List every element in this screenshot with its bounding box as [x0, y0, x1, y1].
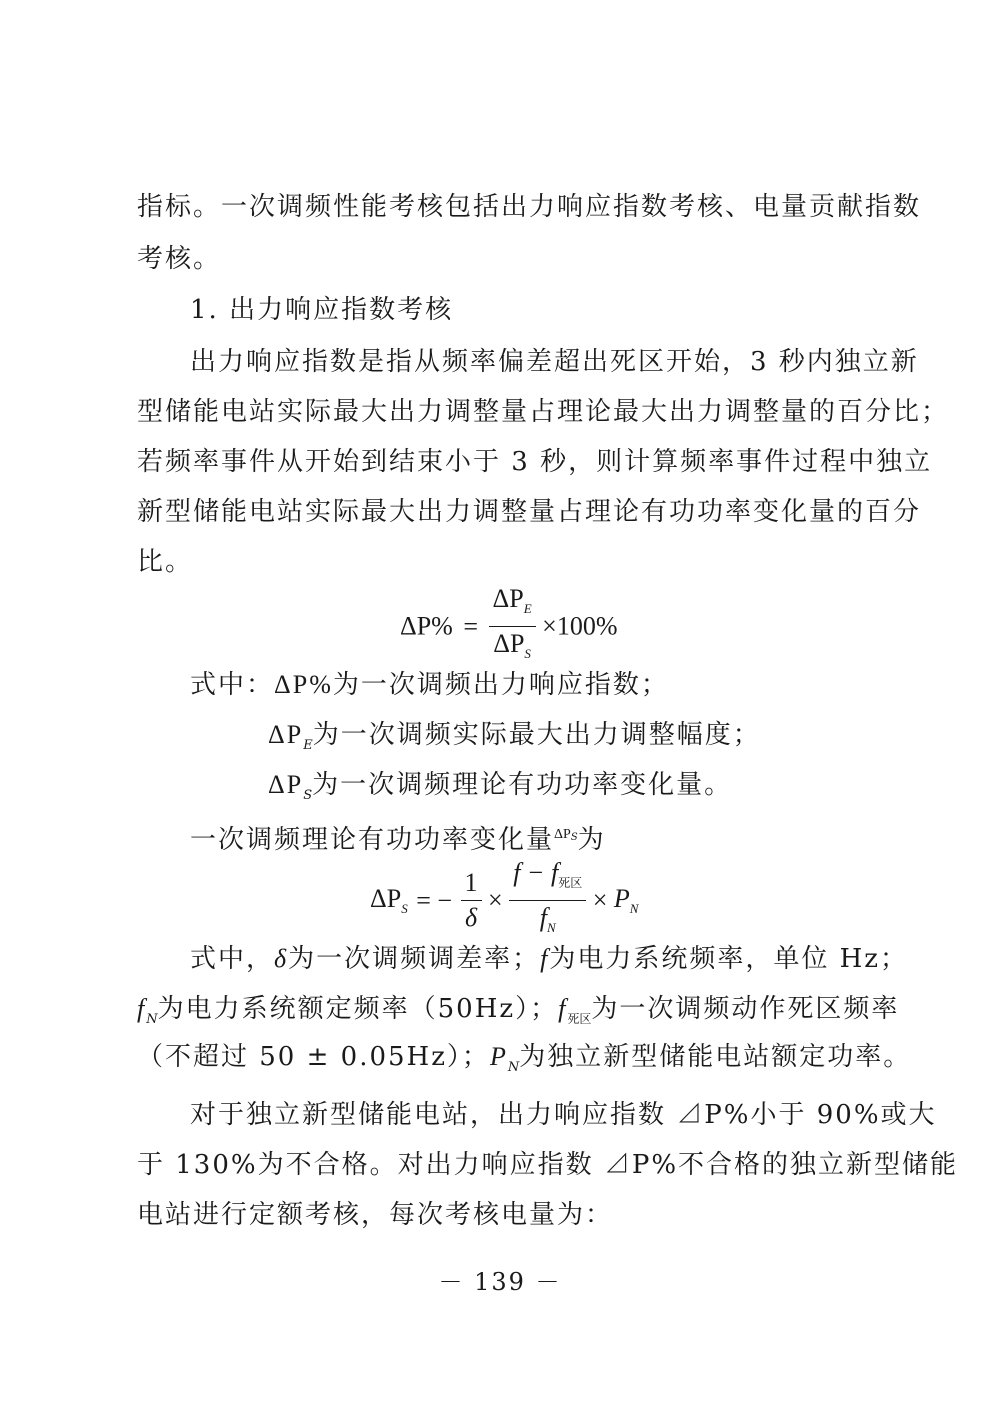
formula1-denominator-sub: S: [524, 646, 531, 661]
formula1-multiplier: ×100%: [542, 611, 618, 641]
formula-output-response-index: [400, 582, 617, 671]
formula2-fraction-1: [461, 866, 482, 935]
where1-prefix: 式中：: [190, 670, 275, 700]
where1-item1-text: 为一次调频出力响应指数；: [332, 670, 669, 700]
criteria-line-3: 电站进行定额考核，每次考核电量为：: [137, 1200, 614, 1230]
where1-item3-symbol: ΔP: [268, 770, 304, 799]
where2-prefix: 式中，: [190, 944, 275, 974]
formula2-lhs-sub: S: [401, 901, 408, 916]
formula2-times-2: ×: [592, 885, 608, 915]
formula2-frac1-num: 1: [461, 866, 482, 901]
formula2-intro-after: 为: [577, 825, 606, 855]
where2-line3-b: 为独立新型储能电站额定功率。: [519, 1042, 912, 1072]
where2-pn-sub: N: [507, 1060, 520, 1075]
where2-line3-a: （不超过 50 ± 0.05Hz）；: [137, 1042, 490, 1072]
where2-line2-a: 为电力系统额定频率（50Hz）；: [157, 994, 559, 1024]
where2-line1-a: 为一次调频调差率；: [288, 944, 541, 974]
where2-line-1: [190, 942, 908, 976]
intro-line-2: 考核。: [137, 244, 222, 274]
formula2-intro: [190, 818, 606, 857]
where2-delta: δ: [274, 944, 289, 973]
where1-line-3: [268, 768, 732, 813]
where2-line-3: [137, 1040, 911, 1085]
formula1-numerator-sub: E: [523, 601, 532, 616]
criteria-line-1: 对于独立新型储能电站，出力响应指数 ⊿P%小于 90%或大: [190, 1100, 937, 1130]
intro-line-1: 指标。一次调频性能考核包括出力响应指数考核、电量贡献指数: [137, 192, 922, 222]
definition-line-4: 新型储能电站实际最大出力调整量占理论有功功率变化量的百分: [137, 497, 922, 527]
formula2-intro-symbol-sub: S: [570, 832, 578, 843]
formula2-times-1: ×: [488, 885, 503, 915]
definition-line-3: 若频率事件从开始到结束小于 3 秒，则计算频率事件过程中独立: [137, 447, 933, 477]
formula1-lhs: ΔP%: [400, 611, 453, 641]
where2-fn: f: [137, 994, 147, 1023]
formula2-frac2-num: f − f: [513, 858, 559, 887]
where2-fdead-sub: 死区: [567, 1012, 592, 1026]
formula1-fraction: [489, 582, 536, 671]
where1-item1-symbol: ΔP%: [274, 670, 333, 699]
definition-line-2: 型储能电站实际最大出力调整量占理论最大出力调整量的百分比；: [137, 397, 950, 427]
formula2-equals: = −: [416, 885, 453, 915]
formula1-denominator: ΔP: [493, 629, 525, 658]
where2-fdead: f: [558, 994, 568, 1023]
formula2-lhs: ΔP: [370, 884, 402, 913]
where1-item2-symbol: ΔP: [268, 720, 304, 749]
page-number: － 139 －: [438, 1268, 562, 1296]
where1-line-1: [190, 668, 669, 702]
formula-theoretical-power-change: [370, 856, 638, 945]
where1-item2-text: 为一次调频实际最大出力调整幅度；: [312, 720, 761, 750]
formula2-frac1-den: δ: [464, 903, 478, 932]
formula2-intro-symbol: ΔP: [554, 827, 571, 842]
where2-line-2: [137, 992, 900, 1037]
definition-line-5: 比。: [137, 547, 194, 577]
formula1-equals: =: [463, 611, 479, 641]
where1-line-2: [268, 718, 761, 763]
definition-line-1: 出力响应指数是指从频率偏差超出死区开始，3 秒内独立新: [190, 347, 919, 377]
formula2-frac2-den: f: [539, 903, 547, 932]
where1-item3-text: 为一次调频理论有功功率变化量。: [312, 770, 733, 800]
formula2-fraction-2: [509, 856, 586, 945]
where2-line2-b: 为一次调频动作死区频率: [591, 994, 900, 1024]
criteria-line-2: 于 130%为不合格。对出力响应指数 ⊿P%不合格的独立新型储能: [137, 1150, 959, 1180]
formula2-rhs-sub: N: [629, 901, 639, 916]
where1-item2-sub: E: [303, 738, 313, 753]
formula2-intro-text: 一次调频理论有功功率变化量: [190, 825, 555, 855]
where2-pn: P: [489, 1042, 508, 1071]
section-heading: 1. 出力响应指数考核: [190, 295, 454, 325]
formula2-frac2-num-sub: 死区: [558, 876, 583, 890]
where1-item3-sub: S: [303, 788, 313, 803]
where2-f: f: [540, 944, 550, 973]
formula2-rhs: P: [613, 884, 630, 913]
formula1-numerator: ΔP: [492, 584, 524, 613]
where2-line1-b: 为电力系统频率，单位 Hz；: [549, 944, 908, 974]
formula2-frac2-den-sub: N: [546, 920, 556, 935]
where2-fn-sub: N: [146, 1012, 158, 1027]
